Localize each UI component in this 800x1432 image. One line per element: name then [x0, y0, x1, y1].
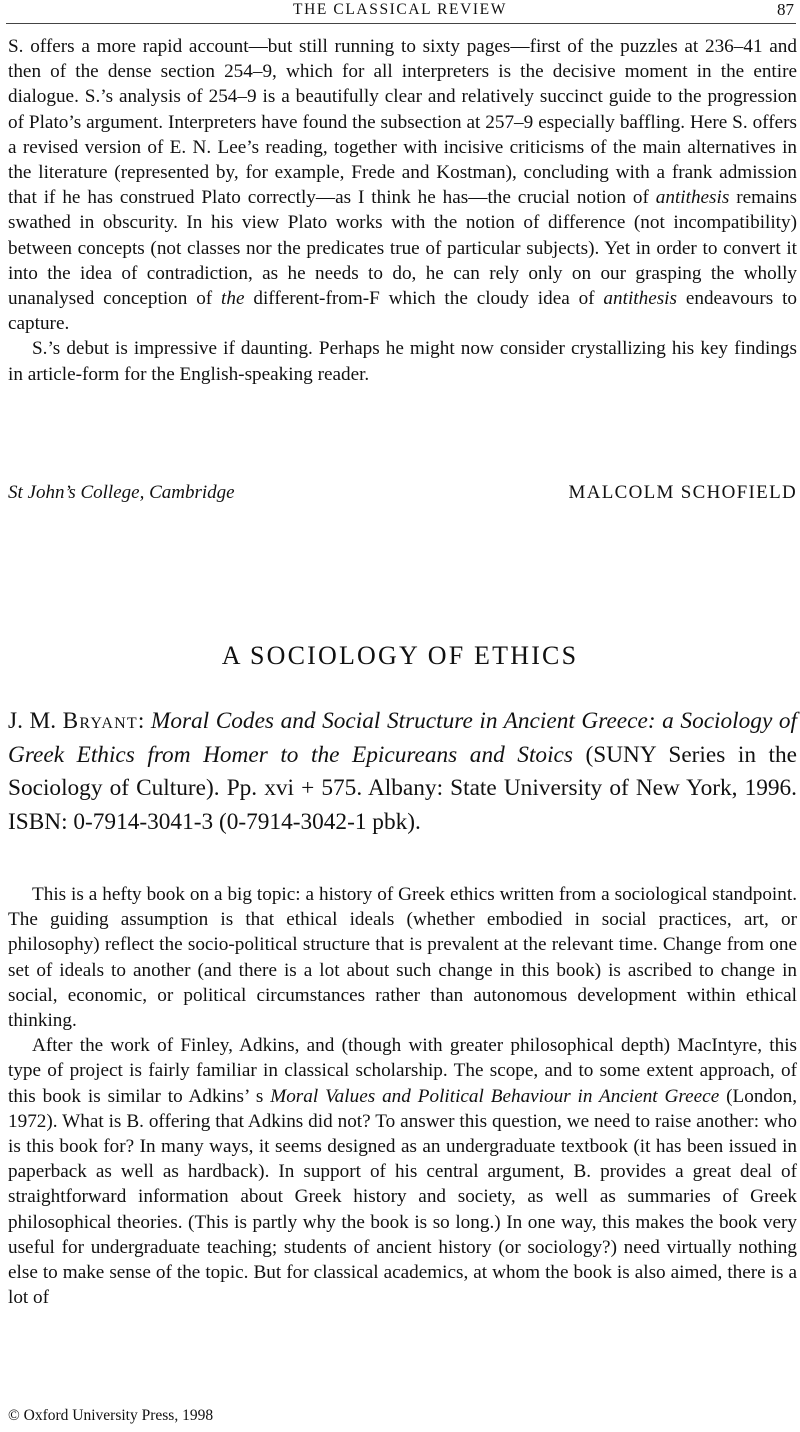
copyright-footer: © Oxford University Press, 1998 [8, 1407, 214, 1424]
review1-signature [8, 481, 797, 507]
text-run: remains swathed in obscurity. In his view Plato works with the notion of difference (not incompatibility) between concepts (not classes nor the predicates true of particular subjects). Yet in order to convert it into the idea of contradiction, as he needs to do, he can rely only on our grasping the wholly unanalysed conception of [8, 187, 797, 310]
text-run: : [137, 708, 151, 734]
book-citation [8, 705, 797, 839]
journal-title: THE CLASSICAL REVIEW [293, 1, 507, 18]
text-run: S. offers a more rapid account—but still running to sixty pages—first of the puzzles at 236–41 and then of the dense section 254–9, which for all interpreters is the decisive moment in the entire dialogue. S.’s analysis of 254–9 is a beautifully clear and relatively succinct guide to the progression of Plato’s argument. Interpreters have found the subsection at 257–9 especially baffling. Here S. offers a revised version of E. N. Lee’s reading, together with incisive criticisms of the main alternatives in the literature (represented by, for example, Frede and Kostman), concluding with a frank admission that if he has construed Plato correctly—as I think he has—the crucial notion of [8, 36, 797, 209]
italic-term: antithesis [603, 288, 677, 310]
text-run: endeavours to capture. [8, 288, 797, 335]
italic-title: Moral Values and Political Behaviour in Ancient Greece [270, 1085, 720, 1107]
text-run: (London, 1972). What is B. offering that Adkins did not? To answer this question, we need to raise another: who is this book for? In many ways, it seems designed as an undergraduate textbook (it has been issued in paperback as well as hardback). In support of his central argument, B. provides a great deal of straightforward information about Greek history and society, as well as summaries of Greek philosophical theories. (This is partly why the book is so long.) In one way, this makes the book very useful for undergraduate teaching; students of ancient history (or sociology?) need virtually nothing else to make sense of the topic. But for classical academics, at whom the book is also aimed, there is a lot of [8, 1085, 797, 1309]
review1-paragraph-1 [8, 34, 797, 336]
page-number: 87 [777, 0, 794, 19]
review1-paragraph-2: S.’s debut is impressive if daunting. Perhaps he might now consider crystallizing his key findings in article-form for the English-speaking reader. [8, 338, 797, 385]
text-run: different-from-F which the cloudy idea of [244, 288, 604, 310]
section-title: A SOCIOLOGY OF ETHICS [221, 641, 579, 670]
reviewer-affiliation: St John’s College, Cambridge [8, 482, 235, 503]
review2-body [8, 882, 797, 1310]
author-initials: J. M. [8, 708, 63, 734]
italic-term: the [221, 288, 245, 310]
review2-paragraph-2 [8, 1033, 797, 1310]
text-run: After the work of Finley, Adkins, and (though with greater philosophical depth) MacIntyre, this type of project is fairly familiar in classical scholarship. The scope, and to some extent approach, of this book is similar to Adkins’ s [8, 1035, 797, 1107]
publication-details: (SUNY Series in the Sociology of Culture). Pp. xvi + 575. Albany: State University of New York, 1996. ISBN: 0-7914-3041-3 (0-7914-3042-1 pbk). [8, 741, 797, 835]
reviewer-name: MALCOLM SCHOFIELD [568, 482, 797, 503]
running-head [0, 0, 800, 22]
author-surname: Bryant [62, 708, 138, 734]
italic-term: antithesis [655, 187, 730, 209]
header-rule [6, 23, 796, 24]
review2-paragraph-1: This is a hefty book on a big topic: a history of Greek ethics written from a sociological standpoint. The guiding assumption is that ethical ideals (whether embodied in social practices, art, or philosophy) reflect the socio-political structure that is prevalent at the relevant time. Change from one set of ideals to another (and there is a lot about such change in this book) is ascribed to change in social, economic, or political circumstances rather than autonomous development within ethical thinking. [8, 884, 797, 1032]
review1-body [8, 34, 797, 387]
book-title: Moral Codes and Social Structure in Ancient Greece: a Sociology of Greek Ethics from Homer to the Epicureans and Stoics [8, 708, 798, 768]
